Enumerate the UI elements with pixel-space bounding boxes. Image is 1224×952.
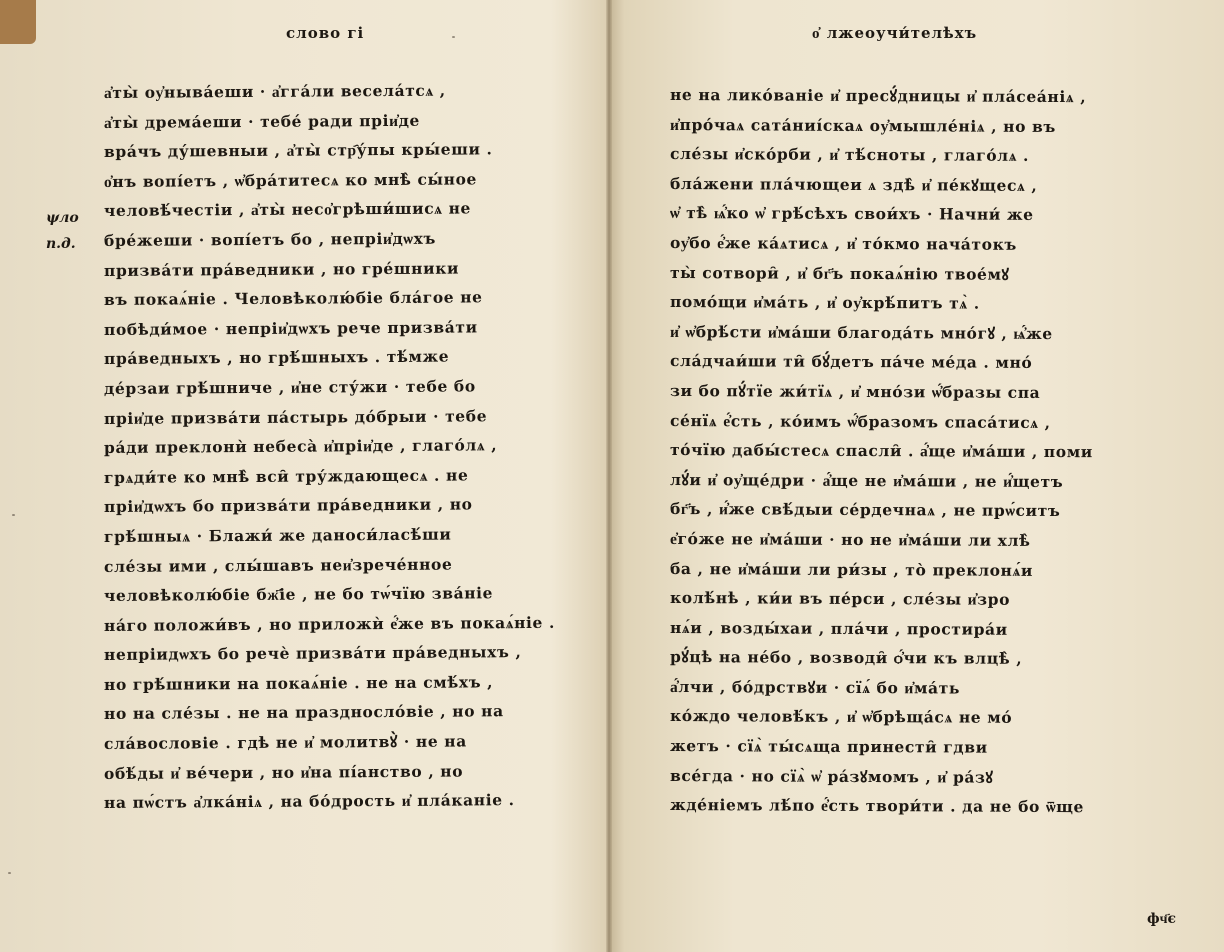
text-line: жетъ · сїѧ̀ ты́сѧща принести̑ гдви bbox=[669, 736, 988, 757]
text-line: жде́ніемъ лѣ́по е҆́сть твори́ти . да не бо ѿще bbox=[669, 795, 1085, 817]
text-line: непріидѡхъ бо речѐ призва́ти пра́ведныхъ , bbox=[103, 642, 522, 665]
text-line: грѣ́шныѧ · Блажи́ же даноси́ласѣ́ши bbox=[103, 524, 452, 546]
text-line: сла́вословіе . гдѣ не и҆ молитвꙋ̀ · не на bbox=[103, 731, 467, 754]
text-line: и҆ ѡ҆брѣ́сти и҆ма́ши благода́ть мно́гꙋ , ѩ҆́же bbox=[669, 321, 1053, 343]
text-line: де́рзаи грѣ́шниче , и҆не сту́жи · тебе бо bbox=[103, 376, 476, 398]
text-line: въ покаѧ́ніе . Человѣколю́біе бла́гое не bbox=[103, 287, 483, 310]
text-line: а҆ты̀ дрема́еши · тебе́ ради пріи҆де bbox=[103, 110, 421, 132]
right-page-text bbox=[670, 80, 1180, 820]
text-line: пріи҆де призва́ти па́стырь до́брыи · тебе bbox=[103, 405, 488, 428]
text-line: на́го положи́въ , но приложѝ е҆́же въ покаѧ́ніе . bbox=[103, 612, 556, 635]
paper-speck bbox=[452, 36, 455, 38]
text-line: се́нїѧ е҆́сть , ко́имъ ѡ҆́бразомъ спаса́тисѧ , bbox=[669, 410, 1051, 432]
left-page-text bbox=[104, 78, 572, 818]
text-line: ты̀ сотвори̑ , и҆ бг҃ъ покаѧ́нію твое́мꙋ bbox=[669, 262, 1010, 284]
text-line: а҆́лчи , бо́дрствꙋи · сїѧ́ бо и҆ма́ть bbox=[669, 676, 961, 698]
text-line: то́чїю дабы́стесѧ спасли̑ . а҆́ще и҆ма́ши , поми bbox=[669, 440, 1093, 462]
text-line: грѧди́те ко мнѣ̀ вси̑ тру́ждающесѧ . не bbox=[103, 465, 469, 487]
text-line: на пѡ́стъ а҆лка́ніѧ , на бо́дрость и҆ пла́каніе . bbox=[103, 790, 515, 813]
text-line: оу҆бо е҆́же ка́ѧтисѧ , и҆ то́кмо нача́токъ bbox=[669, 232, 1017, 254]
text-line: ко́ждо человѣ́къ , и҆ ѡ҆брѣща́сѧ не мо́ bbox=[669, 706, 1013, 728]
paper-speck bbox=[8, 872, 11, 874]
text-line: о҆нъ вопі́етъ , ѡ҆бра́титесѧ ко мнѣ̀ сы́ное bbox=[103, 169, 478, 191]
text-line: но грѣ́шники на покаѧ́ніе . не на смѣ́хъ , bbox=[103, 672, 494, 694]
text-line: а҆ты̀ оу҆ныва́еши · а҆гга́ли весела́тсѧ , bbox=[103, 80, 446, 102]
left-page-header: слово гі bbox=[286, 24, 365, 42]
text-line: помо́щи и҆ма́ть , и҆ оу҆крѣ́питъ тѧ̀ . bbox=[669, 292, 980, 313]
text-line: бг҃ъ , и҆́же свѣ́дыи се́рдечнаѧ , не прѡ́ситъ bbox=[669, 499, 1061, 521]
text-line: сле́зы ими , слы́шавъ неи҆зрече́нное bbox=[103, 554, 453, 576]
text-line: побѣди́мое · непріи҆дѡхъ рече призва́ти bbox=[103, 317, 478, 339]
text-line: человѣ́честіи , а҆ты̀ несо҆грѣши́шисѧ не bbox=[103, 198, 472, 221]
text-line: бла́жени пла́чющеи ѧ здѣ̀ и҆ пе́кꙋщесѧ , bbox=[669, 173, 1038, 195]
text-line: лꙋ́и и҆ оу҆ще́дри · а҆́ще не и҆ма́ши , не и҆́щетъ bbox=[669, 469, 1064, 491]
left-page bbox=[0, 0, 606, 952]
text-line: ѡ҆ тѣ̀ ѩ҆́ко ѡ҆ грѣ́сѣхъ свои́хъ · Начни́ же bbox=[669, 203, 1034, 225]
text-line: сле́зы и҆ско́рби , и҆ тѣ́сноты , глаго́лѧ . bbox=[669, 144, 1030, 166]
text-line: сла́дчаи́ши ти̑ бꙋ́детъ па́че ме́да . мно́ bbox=[669, 351, 1033, 373]
right-page bbox=[612, 0, 1224, 952]
text-line: и҆про́чаѧ сата́ниі́скаѧ оу҆мышле́ніѧ , но въ bbox=[669, 114, 1056, 136]
text-line: человѣколю́біе бж҃іе , не бо тѡ́чїю зва́ніе bbox=[103, 583, 494, 606]
text-line: рꙋ́цѣ на не́бо , возводи̑ ѻ҆́чи къ влцѣ̀ , bbox=[669, 647, 1023, 669]
marginal-note-line: ψло bbox=[46, 210, 79, 226]
text-line: ра́ди преклонѝ небеса̀ и҆пріи҆де , глаго́лѧ , bbox=[103, 435, 498, 458]
text-line: зи бо пꙋ́тїе жи́тїѧ , и҆ мно́зи ѡ҆́бразы спа bbox=[669, 380, 1041, 402]
text-line: колѣ́нѣ , ки́и въ пе́рси , сле́зы и҆зро bbox=[669, 588, 1011, 609]
paper-speck bbox=[12, 514, 15, 516]
text-line: все́гда · но сїѧ̀ ѡ҆ ра́зꙋмомъ , и҆ ра́зꙋ bbox=[669, 765, 994, 787]
text-line: обѣ́ды и҆ ве́чери , но и҆на пі́анство , но bbox=[103, 761, 464, 783]
text-line: не на лико́ваніе и҆ пресꙋ́дницы и҆ пла́сеа́ніѧ , bbox=[669, 85, 1087, 107]
text-line: нѧ́и , возды́хаи , пла́чи , простира́и bbox=[669, 617, 1008, 639]
text-line: ба , не и҆ма́ши ли ри́зы , то̀ преклонѧ́и bbox=[669, 558, 1034, 580]
text-line: пра́ведныхъ , но грѣ́шныхъ . тѣ́мже bbox=[103, 346, 450, 369]
marginal-note-line: п.д. bbox=[46, 236, 76, 252]
right-page-header: о҆ лжеоучи́телѣхъ bbox=[812, 24, 978, 42]
folio-number: фч҃є bbox=[1146, 911, 1176, 927]
text-line: но на сле́зы . не на праздносло́віе , но на bbox=[103, 701, 504, 724]
text-line: е҆го́же не и҆ма́ши · но не и҆ма́ши ли хлѣ̀ bbox=[669, 528, 1031, 550]
text-line: вра́чъ ду́шевныи , а҆ты̀ стр҄у́пы кры́еши . bbox=[103, 139, 493, 162]
text-line: бре́жеши · вопі́етъ бо , непріи҆дѡхъ bbox=[103, 228, 436, 250]
text-line: пріи҆дѡхъ бо призва́ти пра́ведники , но bbox=[103, 494, 473, 517]
left-marginal-note bbox=[46, 205, 79, 257]
text-line: призва́ти пра́ведники , но гре́шники bbox=[103, 258, 460, 280]
